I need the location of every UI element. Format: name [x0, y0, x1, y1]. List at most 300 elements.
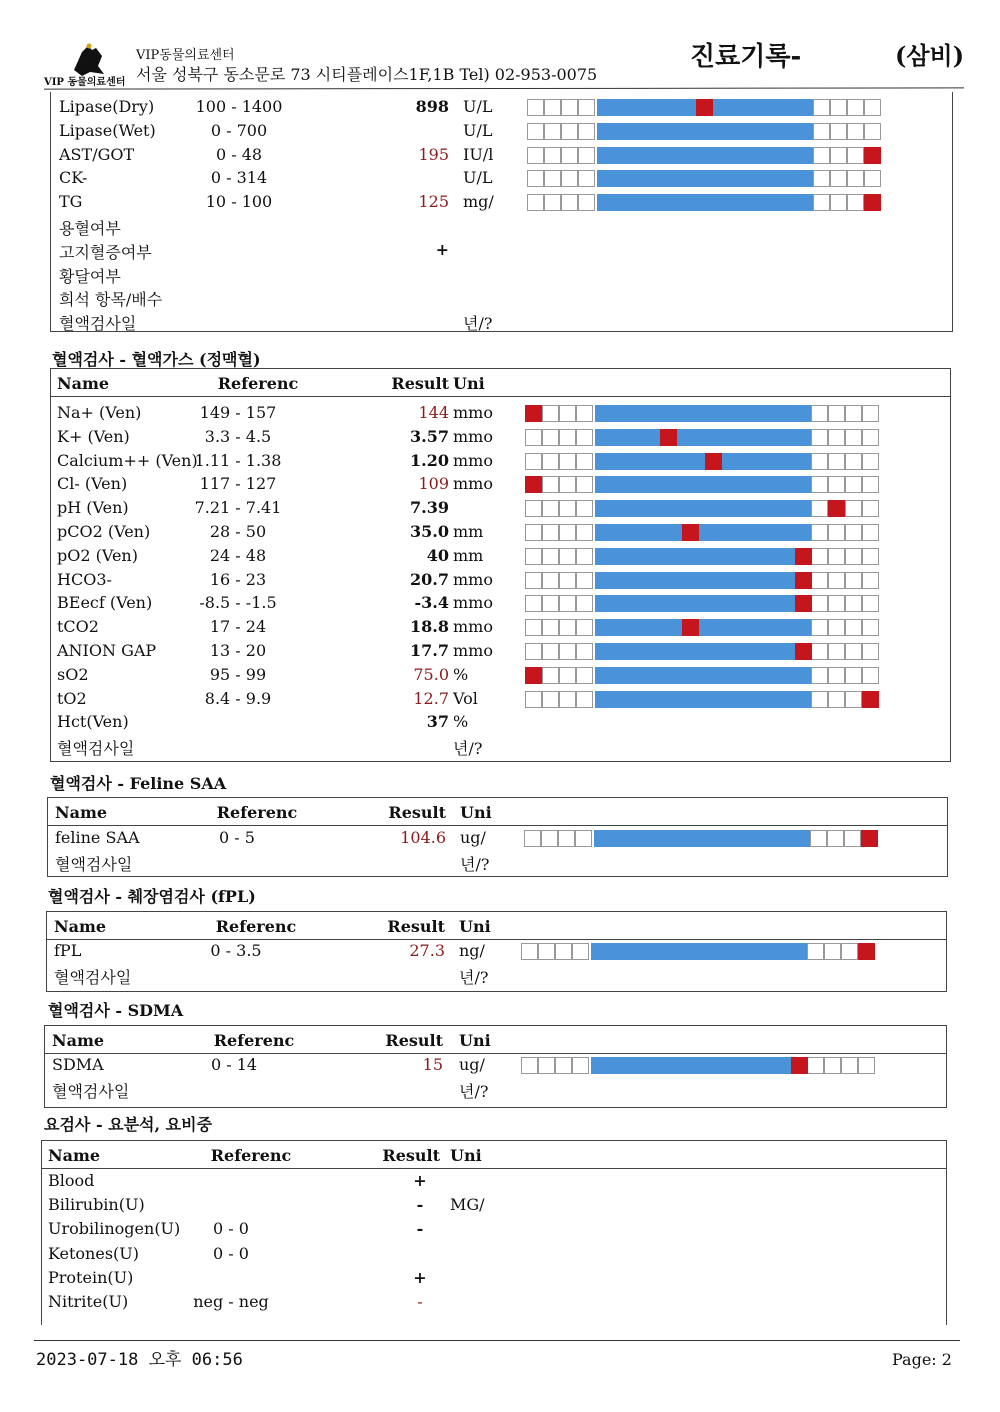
result-marker: [862, 691, 879, 708]
range-cell-high: [827, 830, 844, 847]
range-cell-low: [525, 500, 542, 517]
range-cell-high: [862, 572, 879, 589]
range-bar: [521, 1057, 875, 1074]
result-marker: [682, 524, 699, 541]
result-value: 40: [426, 545, 449, 565]
test-name: tO2: [57, 688, 87, 708]
test-name: 고지혈증여부: [59, 242, 152, 262]
normal-range-band: [595, 453, 811, 470]
reference-range: 0 - 14: [210, 1055, 258, 1074]
range-cell-low: [572, 1057, 589, 1074]
normal-range-band: [595, 476, 811, 493]
range-cell-low: [576, 691, 593, 708]
range-cell-low: [542, 524, 559, 541]
reference-range: 0 - 314: [210, 168, 268, 188]
result-marker: [791, 1057, 808, 1074]
range-cell-low: [542, 643, 559, 660]
clinic-name: VIP동물의료센터: [136, 48, 235, 63]
result-value: 898: [415, 97, 449, 116]
range-cell-low: [555, 1057, 572, 1074]
reference-range: 24 - 48: [209, 545, 267, 565]
fpl-section-title: 혈액검사 - 췌장염검사 (fPL): [48, 887, 256, 906]
range-cell-high: [845, 667, 862, 684]
range-cell-low: [559, 691, 576, 708]
test-name: 희석 항목/배수: [59, 290, 163, 310]
reference-range: 17 - 24: [209, 617, 267, 637]
table-row: [51, 664, 950, 688]
range-cell-high: [811, 453, 828, 470]
clinic-logo-text: VIP 동물의료센터: [44, 77, 126, 88]
test-name: pH (Ven): [57, 498, 129, 518]
table-row: [48, 851, 947, 875]
column-header-unit: Uni: [453, 374, 485, 393]
reference-range: neg - neg: [193, 1292, 269, 1311]
range-cell-high: [845, 500, 862, 517]
table-row: [51, 735, 950, 759]
unit: mg/: [463, 192, 494, 212]
test-name: ANION GAP: [57, 641, 157, 660]
column-header-reference: Referenc: [216, 803, 298, 822]
result-marker: [795, 548, 812, 565]
range-cell-high: [847, 170, 864, 187]
unit: mmo: [453, 474, 493, 494]
result-value: -: [416, 1219, 424, 1239]
normal-range-band: [597, 194, 813, 211]
range-cell-high: [841, 1057, 858, 1074]
normal-range-band: [595, 619, 811, 636]
reference-range: 3.3 - 4.5: [204, 426, 272, 446]
reference-range: 117 - 127: [199, 474, 277, 494]
result-value: 7.39: [410, 498, 449, 518]
range-cell-low: [542, 548, 559, 565]
urine-section-title: 요검사 - 요분석, 요비중: [44, 1115, 213, 1134]
range-cell-high: [811, 595, 828, 612]
unit: mmo: [453, 403, 493, 422]
table-row: [51, 286, 952, 310]
result-value: +: [435, 239, 449, 259]
range-cell-high: [811, 405, 828, 422]
unit: %: [453, 664, 469, 684]
range-bar: [527, 123, 881, 140]
range-cell-high: [862, 595, 879, 612]
test-name: Calcium++ (Ven): [57, 450, 198, 470]
range-cell-high: [847, 147, 864, 164]
range-cell-low: [578, 123, 595, 140]
range-cell-low: [538, 1057, 555, 1074]
test-name: 혈액검사일: [52, 1081, 130, 1101]
table-header: [42, 1141, 946, 1169]
blood-gas-section-title: 혈액검사 - 혈액가스 (정맥혈): [52, 350, 261, 369]
range-bar: [527, 170, 881, 187]
range-cell-low: [538, 943, 555, 960]
unit: MG/: [450, 1195, 485, 1215]
fpl-table: [46, 911, 947, 992]
test-name: Lipase(Wet): [59, 120, 156, 140]
range-cell-low: [555, 943, 572, 960]
result-value: 15: [422, 1055, 443, 1074]
table-row: [51, 616, 950, 640]
range-cell-low: [542, 595, 559, 612]
range-cell-high: [862, 524, 879, 541]
range-cell-low: [559, 619, 576, 636]
table-row: [42, 1291, 946, 1315]
range-cell-high: [830, 123, 847, 140]
range-bar: [525, 595, 879, 612]
unit: 년/?: [460, 854, 490, 874]
table-row: [42, 1243, 946, 1267]
test-name: fPL: [54, 941, 82, 960]
result-value: -: [416, 1195, 424, 1215]
reference-range: 28 - 50: [209, 522, 267, 541]
unit: ng/: [459, 941, 485, 960]
range-cell-low: [561, 170, 578, 187]
range-cell-low: [559, 643, 576, 660]
normal-range-band: [595, 667, 811, 684]
print-datetime: 2023-07-18 오후 06:56: [36, 1350, 243, 1370]
table-row: [51, 592, 950, 616]
range-cell-low: [576, 524, 593, 541]
test-name: BEecf (Ven): [57, 593, 153, 613]
range-cell-high: [824, 943, 841, 960]
range-cell-high: [845, 595, 862, 612]
saa-section-title: 혈액검사 - Feline SAA: [50, 774, 227, 793]
range-cell-high: [830, 99, 847, 116]
table-row: [51, 521, 950, 545]
range-bar: [527, 194, 881, 211]
table-header: [47, 912, 946, 940]
range-cell-high: [847, 123, 864, 140]
range-cell-low: [576, 667, 593, 684]
normal-range-band: [595, 595, 811, 612]
column-header-result: Result: [391, 374, 449, 393]
range-cell-low: [578, 99, 595, 116]
range-bar: [525, 619, 879, 636]
table-row: [51, 120, 952, 144]
range-cell-low: [576, 429, 593, 446]
test-name: Ketones(U): [48, 1243, 140, 1263]
header-divider: [44, 87, 964, 89]
normal-range-band: [595, 500, 811, 517]
range-cell-low: [575, 830, 592, 847]
table-row: [42, 1194, 946, 1218]
column-header-reference: Referenc: [213, 1031, 295, 1050]
table-row: [51, 263, 952, 287]
footer-divider: [34, 1340, 960, 1341]
test-name: TG: [59, 192, 83, 212]
column-header-result: Result: [388, 803, 446, 822]
result-value: -: [417, 1292, 423, 1311]
normal-range-band: [595, 429, 811, 446]
range-cell-low: [544, 123, 561, 140]
result-value: 144: [418, 403, 449, 422]
result-value: 3.57: [410, 426, 449, 446]
range-cell-high: [830, 170, 847, 187]
range-cell-high: [845, 453, 862, 470]
range-cell-high: [811, 691, 828, 708]
test-name: 황달여부: [59, 266, 121, 286]
range-cell-high: [811, 548, 828, 565]
sdma-table: [44, 1025, 947, 1108]
test-name: Bilirubin(U): [48, 1195, 145, 1215]
range-cell-high: [841, 943, 858, 960]
unit: U/L: [463, 120, 493, 140]
column-header-unit: Uni: [459, 1031, 491, 1050]
range-cell-low: [542, 572, 559, 589]
test-name: sO2: [57, 664, 89, 684]
range-cell-high: [807, 943, 824, 960]
saa-table: [47, 797, 948, 877]
table-row: [51, 167, 952, 191]
test-name: Nitrite(U): [48, 1292, 129, 1311]
result-value: 12.7: [413, 688, 449, 708]
range-cell-high: [828, 691, 845, 708]
range-cell-low: [558, 830, 575, 847]
range-cell-low: [559, 405, 576, 422]
test-name: K+ (Ven): [57, 426, 130, 446]
normal-range-band: [594, 830, 810, 847]
test-name: feline SAA: [55, 828, 140, 847]
reference-range: 0 - 700: [210, 120, 268, 140]
chemistry-table: [50, 92, 953, 332]
table-row: [47, 940, 946, 964]
table-row: [42, 1218, 946, 1242]
reference-range: 10 - 100: [205, 192, 273, 212]
column-header-reference: Referenc: [210, 1146, 292, 1165]
result-value: -3.4: [414, 593, 449, 613]
result-marker: [861, 830, 878, 847]
range-bar: [525, 691, 879, 708]
table-row: [42, 1170, 946, 1194]
test-name: HCO3-: [57, 569, 112, 589]
range-cell-low: [572, 943, 589, 960]
range-cell-low: [559, 548, 576, 565]
table-row: [51, 711, 950, 735]
table-row: [51, 640, 950, 664]
range-cell-high: [810, 830, 827, 847]
test-name: pO2 (Ven): [57, 545, 138, 565]
range-cell-high: [862, 643, 879, 660]
range-cell-high: [864, 99, 881, 116]
table-header: [51, 369, 950, 397]
test-name: Protein(U): [48, 1267, 134, 1287]
range-cell-low: [559, 524, 576, 541]
sdma-section-title: 혈액검사 - SDMA: [48, 1001, 184, 1020]
test-name: CK-: [59, 168, 88, 188]
range-cell-low: [561, 99, 578, 116]
range-cell-high: [847, 194, 864, 211]
test-name: SDMA: [52, 1055, 104, 1074]
normal-range-band: [591, 1057, 807, 1074]
result-value: 75.0: [413, 664, 449, 684]
patient-name: (삼비): [895, 41, 965, 70]
range-cell-high: [845, 405, 862, 422]
range-cell-high: [828, 405, 845, 422]
result-value: 27.3: [409, 941, 445, 960]
result-marker: [682, 619, 699, 636]
range-cell-low: [576, 548, 593, 565]
range-bar: [525, 643, 879, 660]
table-row: [45, 1054, 946, 1078]
range-cell-high: [862, 476, 879, 493]
test-name: Blood: [48, 1171, 95, 1190]
test-name: 용혈여부: [59, 219, 121, 238]
result-marker: [858, 943, 875, 960]
range-bar: [525, 405, 879, 422]
unit: mm: [453, 522, 484, 541]
page-number: Page: 2: [892, 1350, 952, 1369]
range-cell-low: [559, 500, 576, 517]
range-cell-high: [811, 500, 828, 517]
range-cell-low: [521, 943, 538, 960]
result-value: 17.7: [410, 641, 449, 660]
range-cell-low: [559, 572, 576, 589]
range-cell-high: [811, 429, 828, 446]
range-cell-low: [542, 667, 559, 684]
range-cell-high: [828, 619, 845, 636]
range-cell-low: [527, 147, 544, 164]
result-marker: [705, 453, 722, 470]
result-marker: [525, 405, 542, 422]
range-cell-low: [542, 691, 559, 708]
range-cell-low: [544, 147, 561, 164]
table-row: [51, 239, 952, 263]
table-row: [51, 144, 952, 168]
range-cell-low: [542, 453, 559, 470]
test-name: Cl- (Ven): [57, 474, 128, 494]
reference-range: 16 - 23: [209, 569, 267, 589]
column-header-name: Name: [54, 917, 107, 936]
result-marker: [828, 500, 845, 517]
range-cell-low: [544, 170, 561, 187]
range-bar: [525, 476, 879, 493]
reference-range: 0 - 3.5: [210, 941, 262, 960]
normal-range-band: [595, 691, 811, 708]
range-cell-low: [559, 595, 576, 612]
column-header-unit: Uni: [460, 803, 492, 822]
normal-range-band: [597, 170, 813, 187]
unit: ug/: [460, 828, 486, 847]
result-value: +: [413, 1171, 427, 1190]
table-row: [42, 1267, 946, 1291]
unit: ug/: [459, 1055, 485, 1074]
unit: mmo: [453, 641, 493, 660]
table-row: [51, 569, 950, 593]
table-row: [51, 450, 950, 474]
result-marker: [696, 99, 713, 116]
range-cell-high: [862, 453, 879, 470]
range-cell-high: [845, 524, 862, 541]
reference-range: -8.5 - -1.5: [199, 593, 277, 613]
range-cell-high: [845, 429, 862, 446]
range-cell-high: [807, 1057, 824, 1074]
range-cell-high: [830, 194, 847, 211]
range-cell-low: [576, 643, 593, 660]
unit: U/L: [463, 97, 493, 116]
unit: 년/?: [459, 1081, 489, 1101]
range-cell-low: [559, 476, 576, 493]
normal-range-band: [595, 524, 811, 541]
range-cell-high: [847, 99, 864, 116]
range-cell-high: [813, 123, 830, 140]
result-value: +: [413, 1267, 427, 1287]
table-row: [45, 1078, 946, 1102]
result-value: 195: [418, 144, 449, 164]
range-cell-high: [862, 429, 879, 446]
range-cell-high: [828, 476, 845, 493]
range-cell-high: [813, 147, 830, 164]
table-row: [51, 497, 950, 521]
unit: mmo: [453, 450, 493, 470]
range-bar: [525, 572, 879, 589]
result-value: 1.20: [410, 450, 449, 470]
unit: mm: [453, 545, 484, 565]
result-value: 109: [418, 474, 449, 494]
unit: %: [453, 712, 469, 732]
range-cell-high: [811, 619, 828, 636]
range-cell-high: [844, 830, 861, 847]
table-row: [51, 96, 952, 120]
test-name: Na+ (Ven): [57, 403, 142, 422]
range-cell-high: [828, 643, 845, 660]
range-cell-low: [525, 572, 542, 589]
range-cell-high: [845, 548, 862, 565]
table-row: [51, 215, 952, 239]
table-row: [51, 426, 950, 450]
table-row: [51, 402, 950, 426]
range-cell-low: [542, 500, 559, 517]
range-bar: [527, 147, 881, 164]
test-name: 혈액검사일: [57, 739, 135, 759]
range-cell-low: [541, 830, 558, 847]
range-cell-low: [576, 619, 593, 636]
range-cell-high: [845, 619, 862, 636]
range-cell-low: [527, 99, 544, 116]
column-header-unit: Uni: [459, 917, 491, 936]
range-cell-high: [828, 667, 845, 684]
blood-gas-table: [50, 368, 951, 762]
range-cell-high: [845, 572, 862, 589]
range-cell-low: [542, 476, 559, 493]
unit: IU/l: [463, 144, 494, 164]
range-cell-high: [813, 170, 830, 187]
range-cell-low: [525, 643, 542, 660]
range-cell-low: [524, 830, 541, 847]
test-name: Lipase(Dry): [59, 97, 155, 116]
reference-range: 1.11 - 1.38: [194, 450, 282, 470]
range-cell-low: [525, 595, 542, 612]
column-header-name: Name: [55, 803, 108, 822]
range-cell-high: [864, 170, 881, 187]
range-cell-low: [542, 429, 559, 446]
range-cell-high: [858, 1057, 875, 1074]
column-header-result: Result: [387, 917, 445, 936]
normal-range-band: [595, 572, 811, 589]
range-cell-low: [559, 429, 576, 446]
range-cell-low: [544, 99, 561, 116]
range-cell-high: [862, 619, 879, 636]
result-value: 37: [426, 712, 449, 732]
range-cell-high: [845, 643, 862, 660]
range-cell-low: [525, 691, 542, 708]
table-header: [48, 798, 947, 826]
column-header-result: Result: [385, 1031, 443, 1050]
urine-table: [41, 1140, 947, 1325]
result-value: 18.8: [410, 617, 449, 637]
unit: mmo: [453, 426, 493, 446]
range-bar: [521, 943, 875, 960]
range-cell-high: [811, 524, 828, 541]
range-cell-low: [578, 147, 595, 164]
